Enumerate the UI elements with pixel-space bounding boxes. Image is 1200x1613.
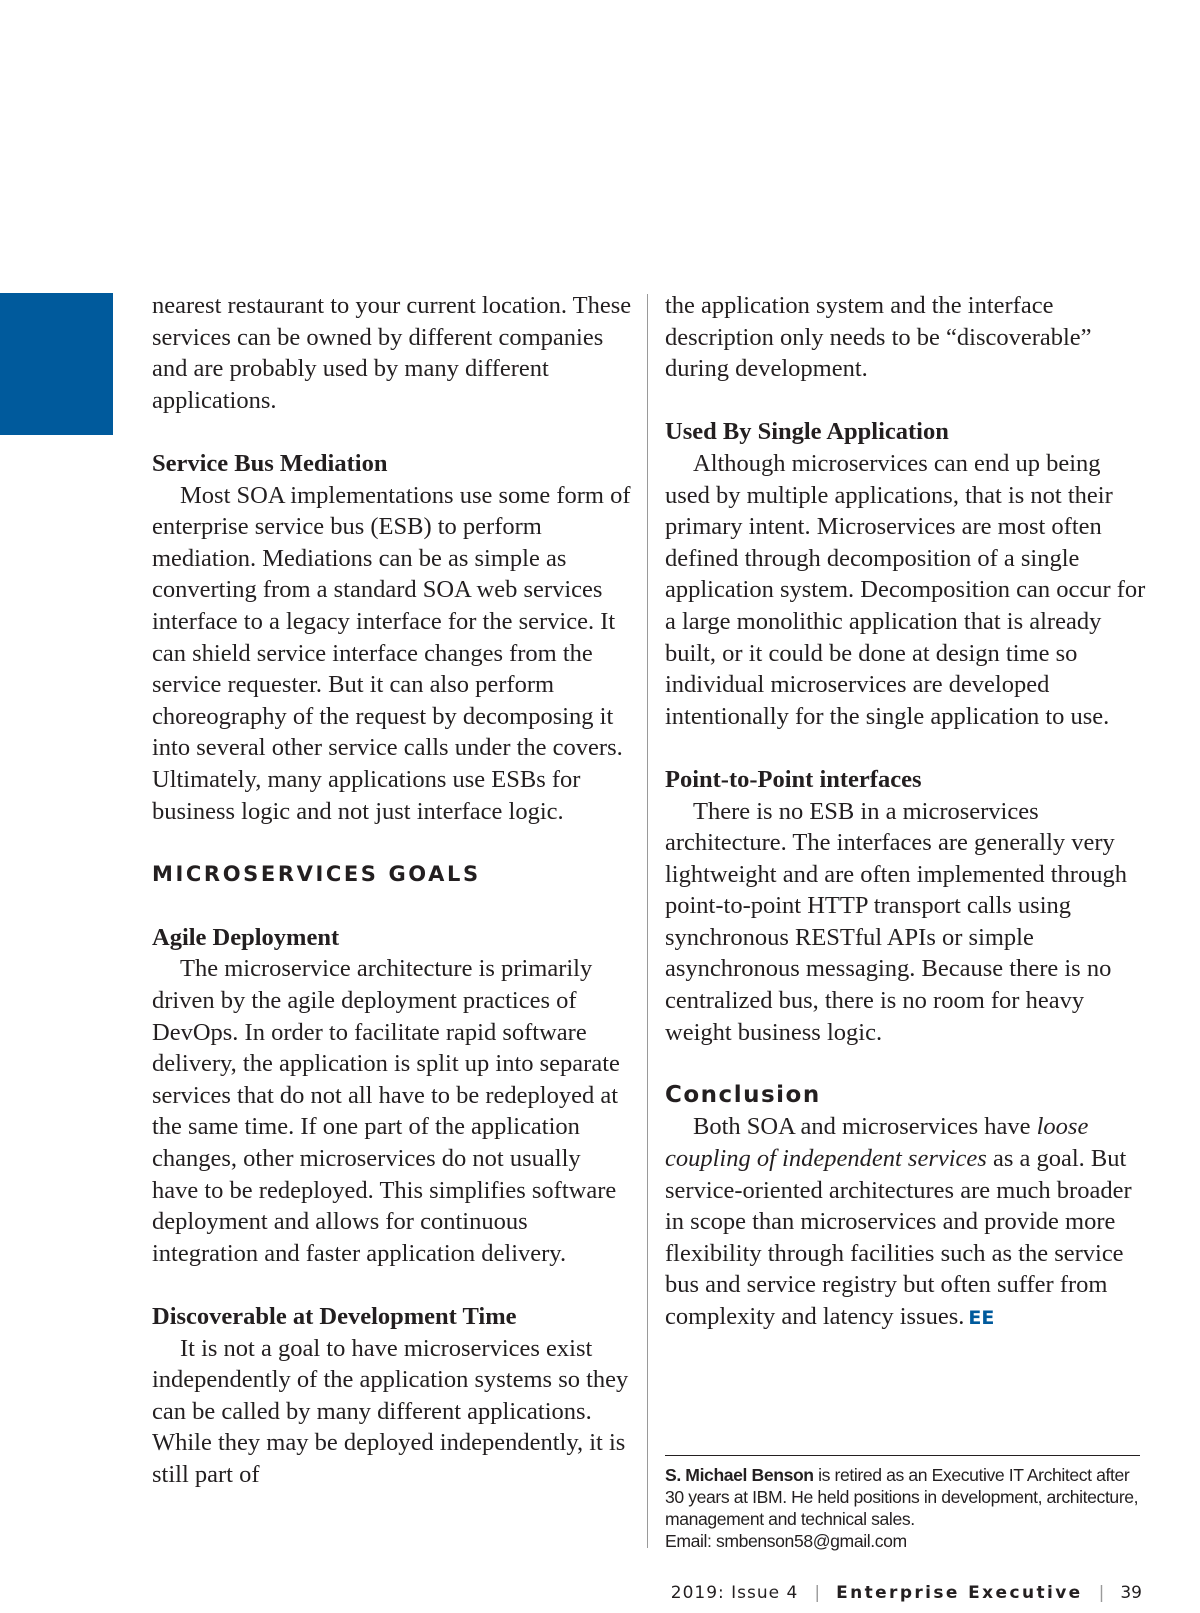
discoverable-heading: Discoverable at Development Time	[152, 1303, 517, 1330]
section-heading: MICROSERVICES GOALS	[152, 861, 481, 886]
agile-heading: Agile Deployment	[152, 923, 340, 951]
section-color-tab	[0, 293, 113, 435]
conclusion-italic: loose coupling of independent services	[665, 1113, 1089, 1173]
right-column	[665, 290, 1147, 1335]
p2p-heading: Point-to-Point interfaces	[665, 765, 922, 793]
left-column	[152, 290, 632, 1491]
agile-body: The microservice architecture is primarily driven by the agile deployment practices of DevOps. In order to facilitate rapid software delivery, the application is split up into separate services that do not all have to be redeployed at the same time. If one part of the application changes, other microservices do not usually have to be redeployed. This simplifies software deployment and allows for continuous integration and faster application delivery.	[152, 955, 620, 1267]
single-app-heading: Used By Single Application	[665, 418, 949, 446]
bio-text: is retired as an Executive IT Architect after 30 years at IBM. He held positions in development, architecture, management and technical sales.	[665, 1465, 1139, 1529]
intro-paragraph: nearest restaurant to your current location. These services can be owned by different companies and are probably used by many different applications.	[152, 292, 632, 414]
p2p-body: There is no ESB in a microservices architecture. The interfaces are generally very lightweight and are often implemented through point-to-point HTTP transport calls using synchronous RESTful APIs or simple asynchronous messaging. Because there is no centralized bus, there is no room for heavy weight business logic.	[665, 797, 1127, 1046]
end-mark-logo: EE	[968, 1307, 995, 1329]
conclusion-text-1: Both SOA and microservices have	[693, 1113, 1037, 1141]
author-name: S. Michael Benson	[665, 1465, 814, 1485]
footer-separator: |	[814, 1583, 821, 1603]
conclusion-body	[665, 1111, 1147, 1334]
conclusion-text-2: as a goal. But service-oriented architectures are much broader in scope than microservices and provide more flexibility through facilities such as the service bus and service registry but often suffer from complexity and latency issues.	[665, 1145, 1132, 1330]
column-divider	[647, 294, 648, 1548]
discoverable-body: It is not a goal to have microservices exist independently of the application systems so they can be called by many different applications. While they may be deployed independently, it is still part of	[152, 1334, 629, 1488]
page-number: 39	[1120, 1583, 1142, 1603]
conclusion-heading: Conclusion	[665, 1081, 821, 1108]
page-footer	[671, 1582, 1142, 1604]
service-bus-body: Most SOA implementations use some form of enterprise service bus (ESB) to perform mediation. Mediations can be as simple as converting from a standard SOA web services interface to a legacy interface for the service. It can shield service interface changes from the service requester. But it can also perform choreography of the request by decomposing it into several other service calls under the covers. Ultimately, many applications use ESBs for business logic and not just interface logic.	[152, 481, 631, 825]
author-email[interactable]: Email: smbenson58@gmail.com	[665, 1531, 907, 1551]
continuation-paragraph: the application system and the interface description only needs to be “discoverable” during development.	[665, 292, 1092, 383]
footer-separator: |	[1098, 1583, 1105, 1603]
author-bio	[665, 1455, 1140, 1552]
footer-issue: 2019: Issue 4	[670, 1583, 799, 1603]
service-bus-heading: Service Bus Mediation	[152, 449, 388, 477]
bio-paragraph	[665, 1464, 1140, 1530]
footer-publication: Enterprise Executive	[836, 1583, 1083, 1603]
single-app-body: Although microservices can end up being used by multiple applications, that is not their primary intent. Microservices are most often defined through decomposition of a single application system. Decomposition can occur for a large monolithic application that is already built, or it could be done at design time so individual microservices are developed intentionally for the single application to use.	[665, 449, 1146, 730]
